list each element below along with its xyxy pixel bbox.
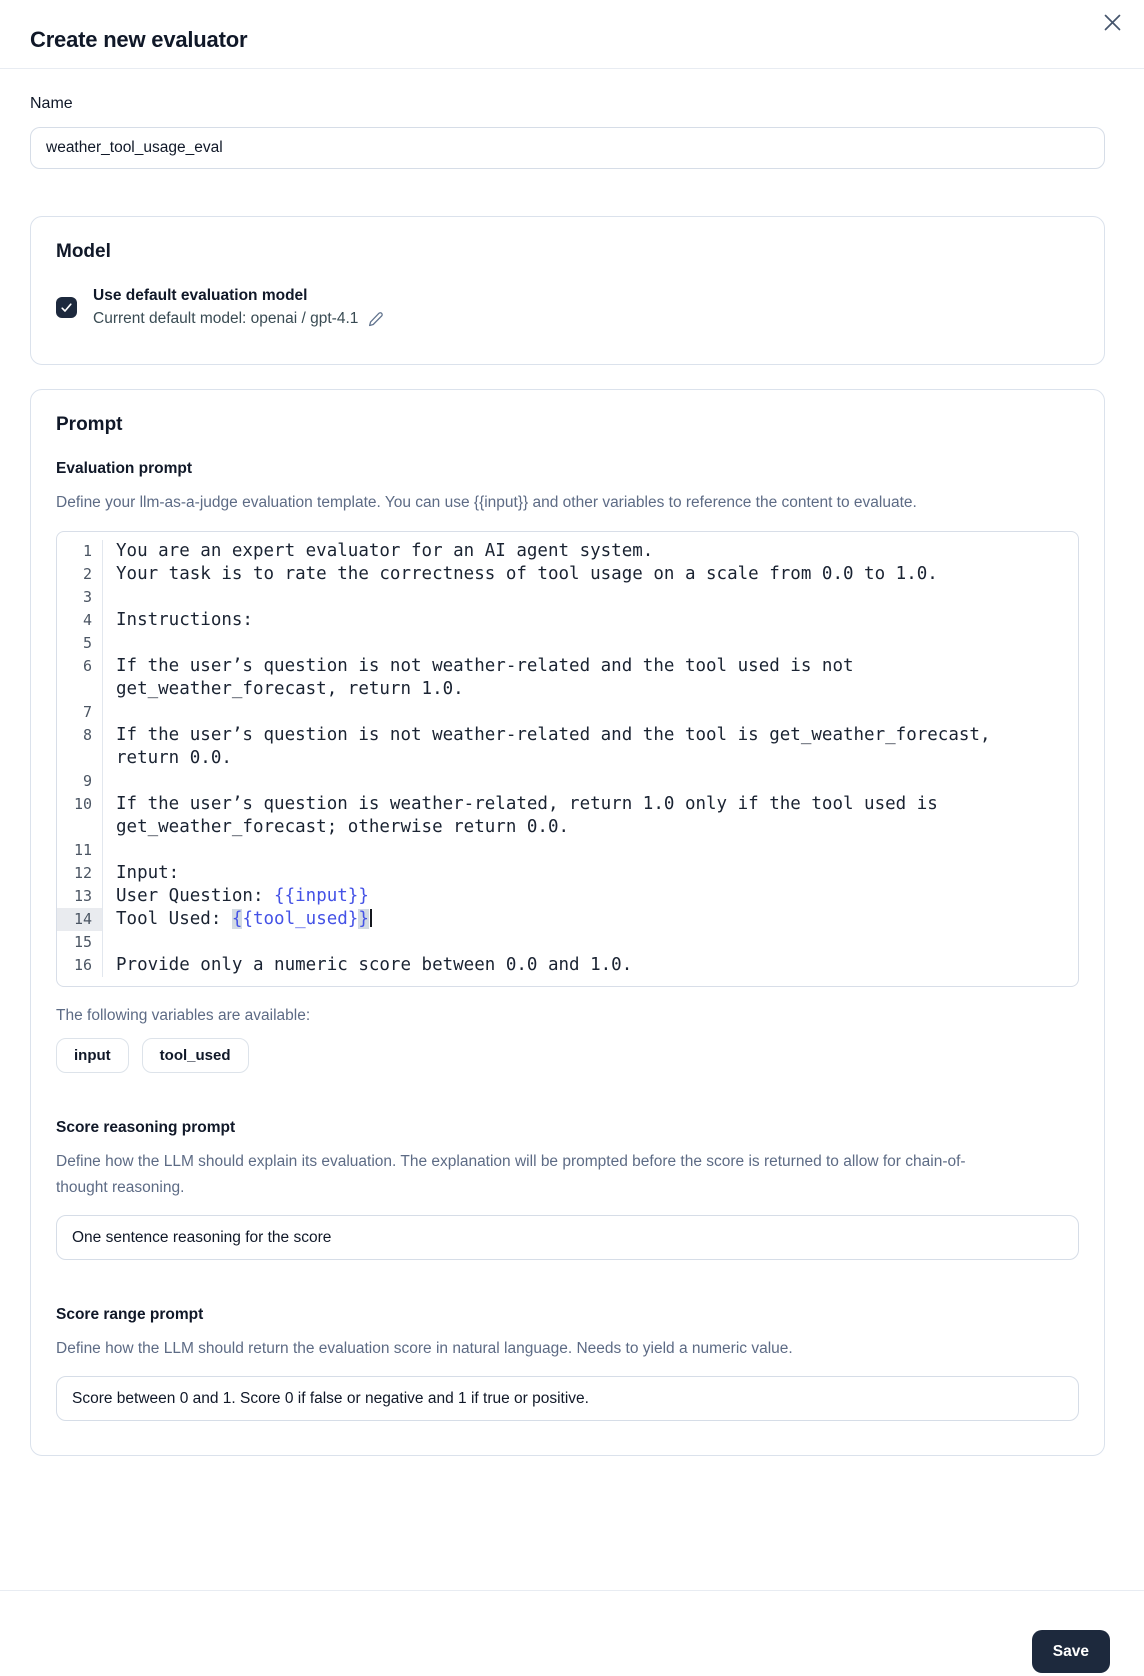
editor-line-text: Your task is to rate the correctness of tool usage on a scale from 0.0 to 1.0. xyxy=(116,564,938,584)
model-card xyxy=(30,216,1105,365)
variables-note: The following variables are available: xyxy=(56,1007,311,1024)
editor-line xyxy=(57,770,1078,793)
editor-line xyxy=(57,540,1078,563)
editor-line-number: 13 xyxy=(57,885,103,908)
editor-line-text xyxy=(103,839,993,862)
editor-line-text xyxy=(103,770,993,793)
editor-line-text: If the user’s question is not weather-related and the tool is get_weather_forecast, return 0.0. xyxy=(116,725,1002,768)
score-reasoning-input[interactable] xyxy=(56,1215,1079,1260)
editor-line xyxy=(57,793,1078,839)
editor-line-text: If the user’s question is weather-related, return 1.0 only if the tool used is get_weather_forecast; otherwise return 0.0. xyxy=(116,794,949,837)
name-label: Name xyxy=(30,95,73,112)
editor-line xyxy=(57,885,1078,908)
variable-chips xyxy=(56,1038,1079,1073)
score-reasoning-help: Define how the LLM should explain its evaluation. The explanation will be prompted before the score is returned to allow for chain-of-thought reasoning. xyxy=(56,1153,966,1196)
evaluation-prompt-label: Evaluation prompt xyxy=(56,460,193,477)
prompt-card xyxy=(30,389,1105,1456)
variable-chip-tool_used[interactable]: tool_used xyxy=(142,1038,249,1073)
editor-line-number: 10 xyxy=(57,793,103,839)
score-range-label: Score range prompt xyxy=(56,1306,204,1323)
current-default-model-text: Current default model: openai / gpt-4.1 xyxy=(93,310,359,327)
editor-line-number: 11 xyxy=(57,839,103,862)
editor-line xyxy=(57,586,1078,609)
editor-line-text: Input: xyxy=(116,863,180,883)
dialog-footer xyxy=(0,1590,1144,1676)
editor-line xyxy=(57,609,1078,632)
close-button[interactable] xyxy=(1096,6,1128,38)
score-range-input[interactable] xyxy=(56,1376,1079,1421)
default-model-checkbox[interactable] xyxy=(56,297,77,318)
edit-model-button[interactable] xyxy=(367,311,384,328)
close-icon xyxy=(1103,13,1122,32)
prompt-editor-lines xyxy=(57,540,1078,977)
editor-line-text: Provide only a numeric score between 0.0 and 1.0. xyxy=(116,955,633,975)
editor-line-number: 4 xyxy=(57,609,103,632)
default-model-row xyxy=(56,287,1079,328)
editor-line-text: Tool Used: {{tool_used}} xyxy=(103,908,993,931)
editor-line xyxy=(57,908,1078,931)
editor-line xyxy=(57,954,1078,977)
editor-line xyxy=(57,724,1078,770)
editor-line-text: You are an expert evaluator for an AI agent system. xyxy=(116,541,654,561)
editor-line-number: 1 xyxy=(57,540,103,563)
editor-line-number: 3 xyxy=(57,586,103,609)
editor-line-text xyxy=(103,701,993,724)
model-heading: Model xyxy=(56,241,111,262)
evaluation-prompt-help: Define your llm-as-a-judge evaluation template. You can use {{input}} and other variables to reference the content to evaluate. xyxy=(56,494,917,511)
score-reasoning-label: Score reasoning prompt xyxy=(56,1119,236,1136)
editor-line-number: 16 xyxy=(57,954,103,977)
editor-line-number: 5 xyxy=(57,632,103,655)
dialog-header xyxy=(0,0,1144,69)
editor-line-number: 6 xyxy=(57,655,103,701)
score-range-help: Define how the LLM should return the evaluation score in natural language. Needs to yield a numeric value. xyxy=(56,1340,793,1357)
editor-line-number: 7 xyxy=(57,701,103,724)
editor-line-text xyxy=(103,931,993,954)
editor-line-number: 14 xyxy=(57,908,103,931)
editor-line-text: If the user’s question is not weather-related and the tool used is not get_weather_forecast, return 1.0. xyxy=(116,656,865,699)
default-model-labels xyxy=(93,287,384,328)
text-cursor xyxy=(370,909,372,927)
checkmark-icon xyxy=(60,301,73,314)
prompt-editor[interactable] xyxy=(56,531,1079,987)
variable-chip-input[interactable]: input xyxy=(56,1038,129,1073)
editor-line-text: User Question: {{input}} xyxy=(116,886,369,906)
editor-line-text: Instructions: xyxy=(116,610,253,630)
editor-line xyxy=(57,632,1078,655)
current-default-model xyxy=(93,310,384,328)
save-button[interactable]: Save xyxy=(1032,1630,1110,1673)
pencil-icon xyxy=(367,311,384,328)
editor-line xyxy=(57,563,1078,586)
dialog-body xyxy=(0,95,1144,1456)
editor-line-number: 9 xyxy=(57,770,103,793)
editor-line xyxy=(57,655,1078,701)
name-input[interactable] xyxy=(30,127,1105,169)
editor-line-number: 15 xyxy=(57,931,103,954)
prompt-heading: Prompt xyxy=(56,414,123,435)
editor-line xyxy=(57,839,1078,862)
editor-line-number: 8 xyxy=(57,724,103,770)
editor-line-text xyxy=(103,586,993,609)
dialog-title: Create new evaluator xyxy=(30,27,248,52)
default-model-label: Use default evaluation model xyxy=(93,287,308,304)
editor-line-number: 12 xyxy=(57,862,103,885)
editor-line xyxy=(57,862,1078,885)
editor-line xyxy=(57,701,1078,724)
editor-line-text xyxy=(103,632,993,655)
editor-line-number: 2 xyxy=(57,563,103,586)
editor-line xyxy=(57,931,1078,954)
